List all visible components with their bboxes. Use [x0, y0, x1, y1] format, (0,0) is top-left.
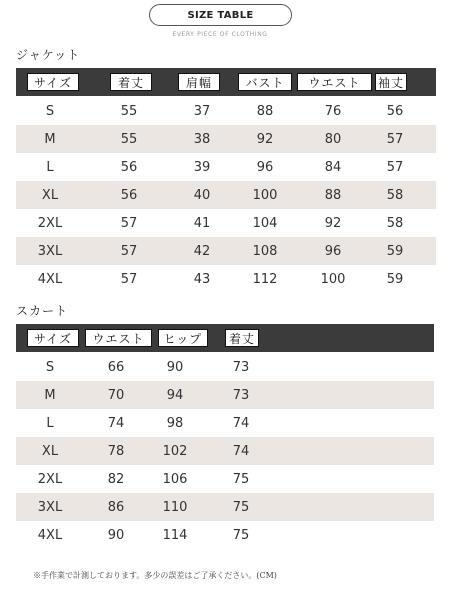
- skirt-table-cell: 73: [232, 359, 250, 375]
- jacket-table-cell: L: [46, 159, 54, 175]
- jacket-table-cell: M: [44, 131, 56, 147]
- skirt-table-cell: 75: [232, 527, 250, 543]
- skirt-table-cell: XL: [41, 443, 59, 459]
- skirt-table-cell: 90: [107, 527, 125, 543]
- skirt-table-cell: 86: [107, 499, 125, 515]
- skirt-table-cell: 66: [107, 359, 125, 375]
- jacket-table-row: [16, 125, 436, 153]
- jacket-column-header: サイズ: [27, 73, 79, 91]
- jacket-table-cell: 59: [386, 243, 404, 259]
- skirt-table-cell: 106: [162, 471, 188, 487]
- skirt-table-cell: 2XL: [37, 471, 63, 487]
- skirt-table-row: [16, 521, 434, 549]
- skirt-table-cell: S: [45, 359, 55, 375]
- jacket-column-header: 肩幅: [178, 73, 220, 91]
- jacket-table-cell: 100: [320, 271, 346, 287]
- skirt-table-cell: 114: [162, 527, 188, 543]
- skirt-column-header: ウエスト: [85, 329, 152, 347]
- skirt-table-cell: 3XL: [37, 499, 63, 515]
- skirt-column-header: サイズ: [27, 329, 79, 347]
- jacket-table-row: [16, 265, 436, 293]
- skirt-table-cell: 74: [107, 415, 125, 431]
- jacket-table-cell: 57: [120, 215, 138, 231]
- skirt-table-cell: M: [44, 387, 56, 403]
- jacket-table-cell: 76: [324, 103, 342, 119]
- jacket-table-cell: XL: [41, 187, 59, 203]
- jacket-table-row: [16, 209, 436, 237]
- skirt-table-row: [16, 353, 434, 381]
- jacket-table-cell: 88: [256, 103, 274, 119]
- jacket-table-cell: 41: [193, 215, 211, 231]
- jacket-table-cell: 59: [386, 271, 404, 287]
- skirt-table-row: [16, 381, 434, 409]
- skirt-table-cell: 75: [232, 499, 250, 515]
- skirt-table-cell: 4XL: [37, 527, 63, 543]
- skirt-table-row: [16, 409, 434, 437]
- jacket-table-row: [16, 153, 436, 181]
- skirt-section-title: スカート: [16, 304, 69, 318]
- jacket-section-title: ジャケット: [16, 48, 81, 62]
- jacket-table-cell: 88: [324, 187, 342, 203]
- jacket-table-cell: 100: [252, 187, 278, 203]
- jacket-table-cell: 58: [386, 187, 404, 203]
- measurement-note: ※手作業で計測しております。多少の誤差はご了承ください。(CM): [33, 571, 277, 580]
- jacket-table-cell: 56: [120, 159, 138, 175]
- skirt-table-cell: 102: [162, 443, 188, 459]
- jacket-table-cell: 57: [386, 131, 404, 147]
- jacket-table-cell: 3XL: [37, 243, 63, 259]
- skirt-header-row: [16, 324, 434, 352]
- jacket-table-cell: 2XL: [37, 215, 63, 231]
- jacket-table-cell: 42: [193, 243, 211, 259]
- jacket-column-header: ウエスト: [297, 73, 372, 91]
- jacket-table-cell: 80: [324, 131, 342, 147]
- jacket-table-cell: 96: [256, 159, 274, 175]
- size-table-title: SIZE TABLE: [149, 4, 292, 26]
- jacket-table-cell: 92: [256, 131, 274, 147]
- jacket-table-row: [16, 181, 436, 209]
- jacket-table-cell: 57: [386, 159, 404, 175]
- jacket-table-cell: 92: [324, 215, 342, 231]
- size-table-subtitle: EVERY PIECE OF CLOTHING: [172, 31, 268, 38]
- jacket-column-header: 袖丈: [375, 73, 407, 91]
- skirt-table-row: [16, 437, 434, 465]
- skirt-column-header: 着丈: [225, 329, 259, 347]
- skirt-table-cell: 74: [232, 415, 250, 431]
- skirt-table-cell: 110: [162, 499, 188, 515]
- jacket-table-cell: 108: [252, 243, 278, 259]
- jacket-table-cell: 112: [252, 271, 278, 287]
- skirt-table-cell: 94: [166, 387, 184, 403]
- jacket-table-cell: 40: [193, 187, 211, 203]
- skirt-table-cell: 78: [107, 443, 125, 459]
- jacket-table-cell: 57: [120, 243, 138, 259]
- skirt-table-cell: L: [46, 415, 54, 431]
- skirt-table-cell: 82: [107, 471, 125, 487]
- jacket-table-cell: S: [45, 103, 55, 119]
- jacket-table-row: [16, 237, 436, 265]
- jacket-table-cell: 58: [386, 215, 404, 231]
- jacket-table-cell: 39: [193, 159, 211, 175]
- jacket-table-cell: 43: [193, 271, 211, 287]
- skirt-table-cell: 90: [166, 359, 184, 375]
- skirt-table-cell: 70: [107, 387, 125, 403]
- jacket-table-cell: 57: [120, 271, 138, 287]
- skirt-table-row: [16, 493, 434, 521]
- jacket-table-cell: 56: [120, 187, 138, 203]
- jacket-header-row: [16, 68, 436, 96]
- jacket-table-cell: 4XL: [37, 271, 63, 287]
- jacket-table-cell: 38: [193, 131, 211, 147]
- skirt-table-cell: 74: [232, 443, 250, 459]
- jacket-table-cell: 55: [120, 103, 138, 119]
- jacket-table-cell: 55: [120, 131, 138, 147]
- jacket-table-cell: 84: [324, 159, 342, 175]
- skirt-column-header: ヒップ: [158, 329, 208, 347]
- jacket-column-header: バスト: [238, 73, 292, 91]
- skirt-table-cell: 75: [232, 471, 250, 487]
- skirt-table-row: [16, 465, 434, 493]
- jacket-table-cell: 96: [324, 243, 342, 259]
- skirt-table-cell: 73: [232, 387, 250, 403]
- jacket-table-cell: 37: [193, 103, 211, 119]
- jacket-table-row: [16, 97, 436, 125]
- jacket-column-header: 着丈: [110, 73, 152, 91]
- jacket-table-cell: 104: [252, 215, 278, 231]
- jacket-table-cell: 56: [386, 103, 404, 119]
- skirt-table-cell: 98: [166, 415, 184, 431]
